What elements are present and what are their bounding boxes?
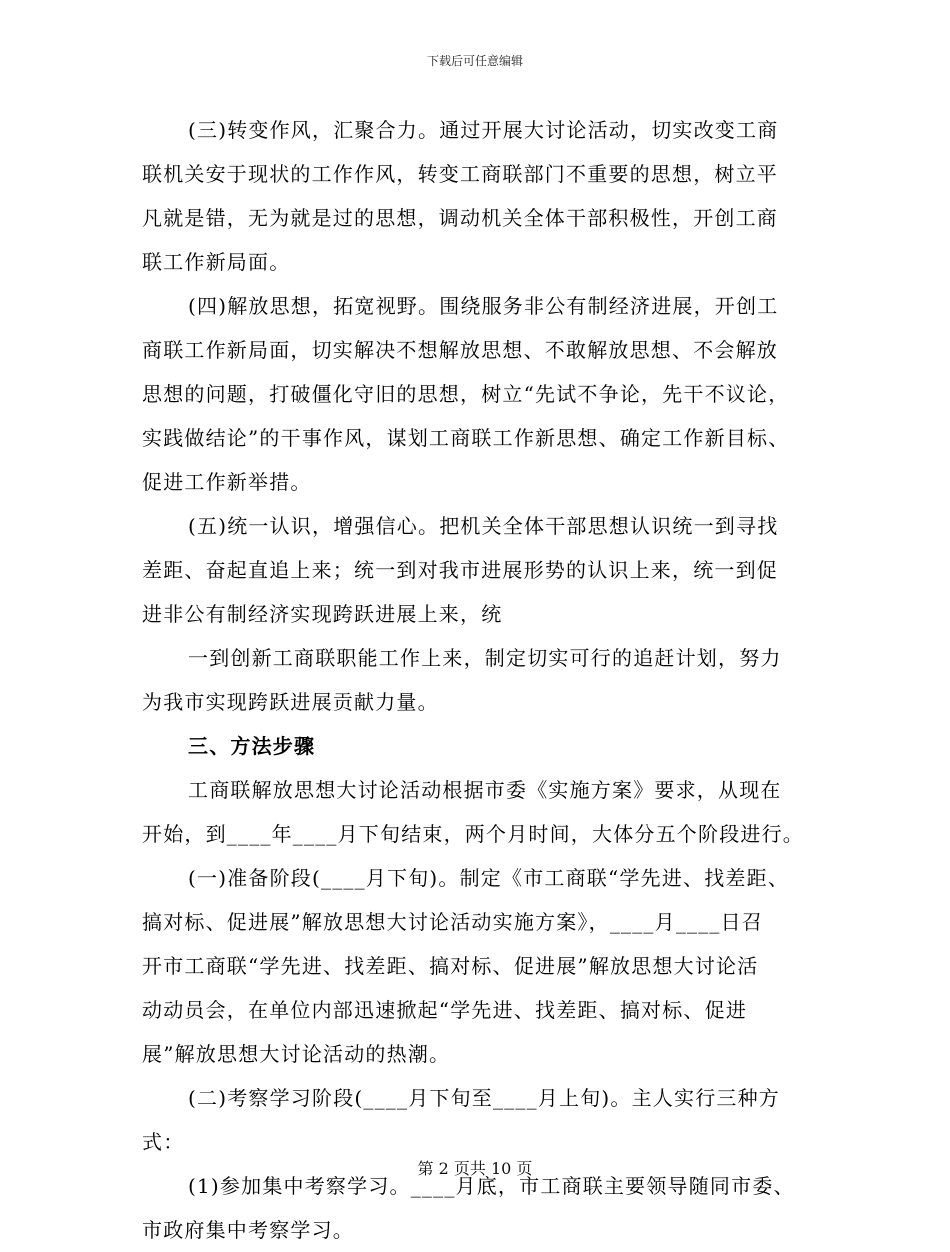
page-footer: 第 2 页共 10 页 <box>417 1159 533 1178</box>
paragraph-line: 工商联解放思想大讨论活动根据市委《实施方案》要求，从现在 <box>188 778 782 802</box>
paragraph-line: 式： <box>142 1130 185 1154</box>
paragraph-line: 搞对标、促进展”解放思想大讨论活动实施方案》，____月____日召 <box>142 910 764 934</box>
paragraph-line: 差距、奋起直追上来；统一到对我市进展形势的认识上来，统一到促 <box>142 558 778 582</box>
paragraph-line: 商联工作新局面，切实解决不想解放思想、不敢解放思想、不会解放 <box>142 338 778 362</box>
paragraph-line: 展”解放思想大讨论活动的热潮。 <box>142 1042 451 1066</box>
paragraph-line: (三)转变作风，汇聚合力。通过开展大讨论活动，切实改变工商 <box>188 118 779 142</box>
section-heading: 三、方法步骤 <box>188 734 316 758</box>
page-header: 下载后可任意编辑 <box>426 54 523 68</box>
paragraph-line: (1)参加集中考察学习。____月底，市工商联主要领导随同市委、 <box>188 1174 795 1198</box>
paragraph-line: 实践做结论”的干事作风，谋划工商联工作新思想、确定工作新目标、 <box>142 426 790 450</box>
paragraph-line: 凡就是错，无为就是过的思想，调动机关全体干部积极性，开创工商 <box>142 206 778 230</box>
paragraph-line: (四)解放思想，拓宽视野。围绕服务非公有制经济进展，开创工 <box>188 294 779 318</box>
paragraph-line: 促进工作新举措。 <box>142 470 312 494</box>
paragraph-line: (二)考察学习阶段(____月下旬至____月上旬)。主人实行三种方 <box>188 1086 781 1110</box>
paragraph-line: 一到创新工商联职能工作上来，制定切实可行的追赶计划，努力 <box>188 646 782 670</box>
paragraph-line: (五)统一认识，增强信心。把机关全体干部思想认识统一到寻找 <box>188 514 779 538</box>
paragraph-line: 联机关安于现状的工作作风，转变工商联部门不重要的思想，树立平 <box>142 162 778 186</box>
paragraph-line: 进非公有制经济实现跨跃进展上来，统 <box>142 602 503 626</box>
paragraph-line: 为我市实现跨跃进展贡献力量。 <box>142 690 439 714</box>
paragraph-line: 思想的问题，打破僵化守旧的思想，树立“先试不争论，先干不议论， <box>142 382 790 406</box>
document-body <box>142 108 812 1252</box>
paragraph-line: 市政府集中考察学习。 <box>142 1218 354 1242</box>
paragraph-line: 动动员会，在单位内部迅速掀起“学先进、找差距、搞对标、促进 <box>142 998 748 1022</box>
paragraph-line: 开始，到____年____月下旬结束，两个月时间，大体分五个阶段进行。 <box>142 822 804 846</box>
paragraph-line: (一)准备阶段(____月下旬)。制定《市工商联“学先进、找差距、 <box>188 866 790 890</box>
paragraph-line: 联工作新局面。 <box>142 250 291 274</box>
paragraph-line: 开市工商联“学先进、找差距、搞对标、促进展”解放思想大讨论活 <box>142 954 759 978</box>
